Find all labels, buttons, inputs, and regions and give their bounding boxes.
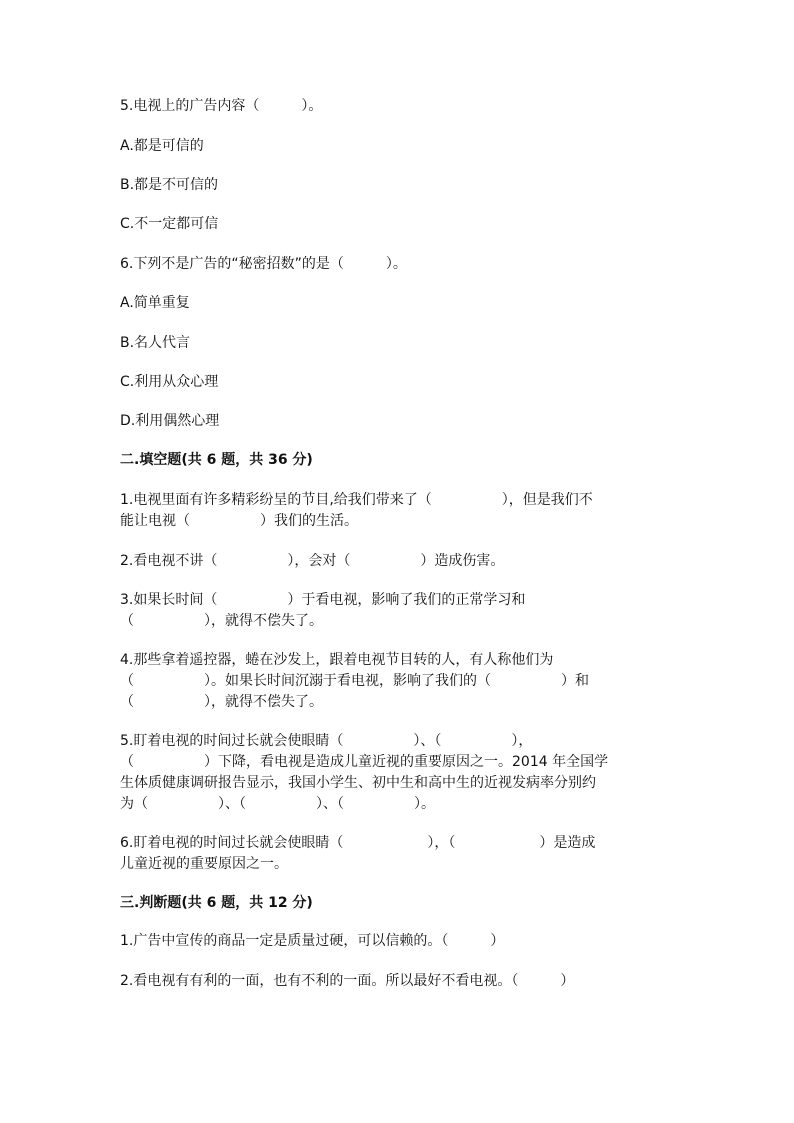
question-6-stem: 6.下列不是广告的“秘密招数”的是（ ）。 — [120, 256, 407, 272]
fill-question-5-line-2: （ ）下降，看电视是造成儿童近视的重要原因之一。2014 年全国学 — [120, 754, 609, 770]
fill-question-6-line-1: 6.盯着电视的时间过长就会使眼睛（ ），（ ）是造成 — [120, 835, 596, 851]
true-false-question-1: 1.广告中宣传的商品一定是质量过硬，可以信赖的。（ ） — [120, 933, 505, 949]
question-5-stem: 5.电视上的广告内容（ ）。 — [120, 98, 323, 114]
question-5-option-c: C.不一定都可信 — [120, 216, 219, 232]
fill-question-1-line-1: 1.电视里面有许多精彩纷呈的节目,给我们带来了（ ），但是我们不 — [120, 492, 593, 508]
section-fill-in-heading: 二.填空题(共 6 题，共 36 分) — [120, 452, 313, 468]
fill-question-6-line-2: 儿童近视的重要原因之一。 — [120, 856, 288, 872]
fill-question-3-line-1: 3.如果长时间（ ）于看电视，影响了我们的正常学习和 — [120, 592, 526, 608]
fill-question-5-line-4: 为（ ）、（ ）、（ ）。 — [120, 796, 435, 812]
question-5-option-a: A.都是可信的 — [120, 138, 204, 154]
fill-question-5-line-3: 生体质健康调研报告显示，我国小学生、初中生和高中生的近视发病率分别约 — [120, 775, 596, 791]
fill-question-4-line-3: （ ），就得不偿失了。 — [120, 694, 323, 710]
fill-question-3-line-2: （ ），就得不偿失了。 — [120, 613, 323, 629]
question-6-option-d: D.利用偶然心理 — [120, 413, 220, 429]
section-true-false-heading: 三.判断题(共 6 题，共 12 分) — [120, 895, 313, 911]
question-6-option-a: A.简单重复 — [120, 295, 190, 311]
fill-question-1-line-2: 能让电视（ ）我们的生活。 — [120, 513, 358, 529]
fill-question-4-line-2: （ ）。如果长时间沉溺于看电视，影响了我们的（ ）和 — [120, 673, 589, 689]
true-false-question-2: 2.看电视有有利的一面，也有不利的一面。所以最好不看电视。（ ） — [120, 973, 575, 989]
question-6-option-c: C.利用从众心理 — [120, 374, 219, 390]
fill-question-5-line-1: 5.盯着电视的时间过长就会使眼睛（ ）、（ ）， — [120, 733, 533, 749]
question-5-option-b: B.都是不可信的 — [120, 177, 219, 193]
fill-question-2: 2.看电视不讲（ ），会对（ ）造成伤害。 — [120, 553, 505, 569]
question-6-option-b: B.名人代言 — [120, 335, 191, 351]
fill-question-4-line-1: 4.那些拿着遥控器，蜷在沙发上，跟着电视节目转的人，有人称他们为 — [120, 652, 554, 668]
